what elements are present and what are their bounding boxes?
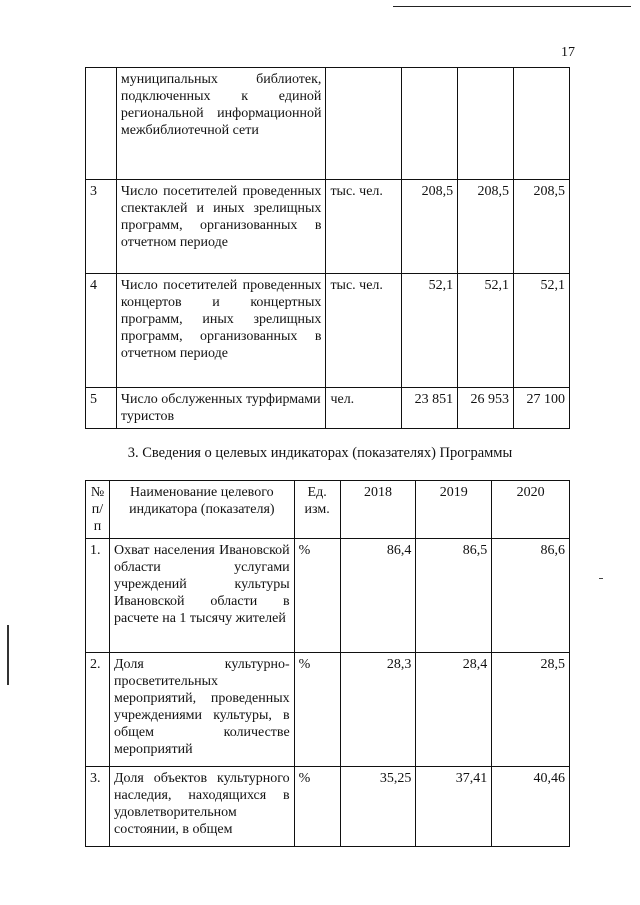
table-row (86, 767, 570, 847)
row-number: 5 (86, 388, 117, 429)
unit-cell: тыс. чел. (326, 180, 402, 274)
value-2018: 28,3 (340, 653, 416, 767)
value-2019: 208,5 (458, 180, 514, 274)
unit-cell: чел. (326, 388, 402, 429)
header-unit: Ед. изм. (294, 481, 340, 539)
value-2020: 52,1 (514, 274, 570, 388)
page-number: 17 (561, 45, 575, 60)
value-2020: 40,46 (492, 767, 570, 847)
value-2020 (514, 68, 570, 180)
unit-cell (326, 68, 402, 180)
table-row (86, 180, 570, 274)
row-number: 4 (86, 274, 117, 388)
row-number (86, 68, 117, 180)
header-2019: 2019 (416, 481, 492, 539)
continued-table (85, 67, 570, 429)
section-heading: 3. Сведения о целевых индикаторах (показателях) Программы (127, 445, 513, 461)
unit-cell: % (294, 539, 340, 653)
row-number: 3 (86, 180, 117, 274)
value-2020: 86,6 (492, 539, 570, 653)
table-row (86, 68, 570, 180)
value-2020: 208,5 (514, 180, 570, 274)
table-row (86, 653, 570, 767)
indicators-table (85, 480, 570, 847)
value-2018 (402, 68, 458, 180)
header-number: № п/п (86, 481, 110, 539)
indicator-name: Доля объектов культурного наследия, находящихся в удовлетворительном состоянии, в общем (109, 767, 294, 847)
row-number: 2. (86, 653, 110, 767)
value-2019 (458, 68, 514, 180)
row-number: 1. (86, 539, 110, 653)
header-name: Наименование целевого индикатора (показателя) (109, 481, 294, 539)
indicator-name: Доля культурно-просветительных мероприятий, проведенных учреждениями культуры, в общем количестве мероприятий (109, 653, 294, 767)
indicator-name: Число посетителей проведенных концертов и концертных программ, иных зрелищных программ, организованных в отчетном периоде (116, 274, 326, 388)
value-2018: 86,4 (340, 539, 416, 653)
indicator-name: Число обслуженных турфирмами туристов (116, 388, 326, 429)
value-2020: 27 100 (514, 388, 570, 429)
value-2018: 208,5 (402, 180, 458, 274)
top-rule (393, 6, 631, 7)
unit-cell: % (294, 653, 340, 767)
value-2020: 28,5 (492, 653, 570, 767)
scan-artifact (599, 578, 603, 579)
value-2018: 35,25 (340, 767, 416, 847)
table-header-row (86, 481, 570, 539)
indicator-name: Охват населения Ивановской области услугами учреждений культуры Ивановской области в расчете на 1 тысячу жителей (109, 539, 294, 653)
header-2018: 2018 (340, 481, 416, 539)
value-2018: 23 851 (402, 388, 458, 429)
table-row (86, 388, 570, 429)
table-row (86, 274, 570, 388)
header-2020: 2020 (492, 481, 570, 539)
margin-mark (7, 625, 9, 685)
value-2019: 86,5 (416, 539, 492, 653)
unit-cell: тыс. чел. (326, 274, 402, 388)
value-2019: 37,41 (416, 767, 492, 847)
indicator-name: муниципальных библиотек, подключенных к единой региональной информационной межбиблиотечной сети (116, 68, 326, 180)
value-2019: 26 953 (458, 388, 514, 429)
indicator-name: Число посетителей проведенных спектаклей и иных зрелищных программ, организованных в отчетном периоде (116, 180, 326, 274)
value-2018: 52,1 (402, 274, 458, 388)
value-2019: 52,1 (458, 274, 514, 388)
table-row (86, 539, 570, 653)
value-2019: 28,4 (416, 653, 492, 767)
unit-cell: % (294, 767, 340, 847)
row-number: 3. (86, 767, 110, 847)
